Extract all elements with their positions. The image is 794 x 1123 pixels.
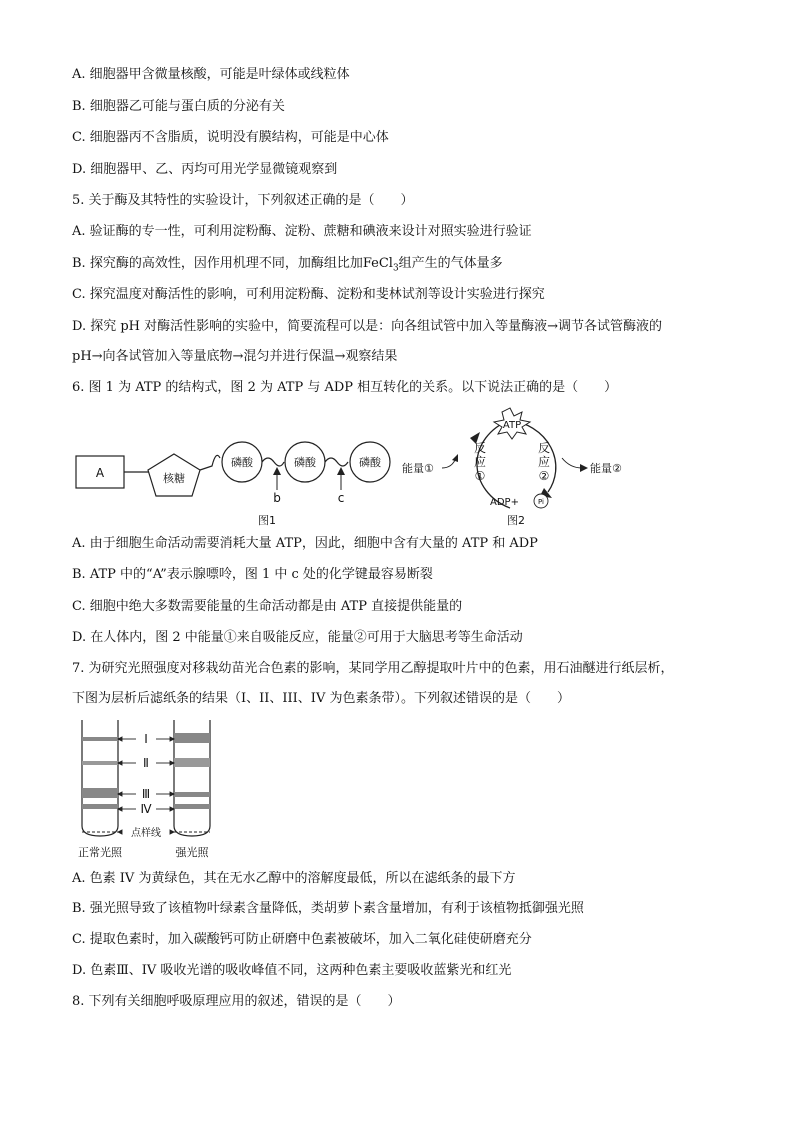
q7-option-b: B. 强光照导致了该植物叶绿素含量降低，类胡萝卜素含量增加，有利于该植物抵御强光照 <box>72 901 584 916</box>
q7-option-d: D. 色素Ⅲ、IV 吸收光谱的吸收峰值不同，这两种色素主要吸收蓝紫光和红光 <box>72 963 512 978</box>
q5-option-b-post: 组产生的气体量多 <box>398 256 503 271</box>
q6-option-a: A. 由于细胞生命活动需要消耗大量 ATP，因此，细胞中含有大量的 ATP 和 ADP <box>72 536 538 551</box>
atp-adp-cycle-figure <box>400 402 640 532</box>
adenine-label: A <box>95 466 105 480</box>
energy1-label: 能量① <box>402 462 434 475</box>
energy2-label: 能量② <box>590 462 622 475</box>
q4-option-d: D. 细胞器甲、乙、丙均可用光学显微镜观察到 <box>72 162 338 177</box>
q4-option-b: B. 细胞器乙可能与蛋白质的分泌有关 <box>72 99 285 114</box>
q5-option-c: C. 探究温度对酶活性的影响，可利用淀粉酶、淀粉和斐林试剂等设计实验进行探究 <box>72 287 545 302</box>
atp-structure-figure <box>70 430 410 530</box>
strong-light-caption: 强光照 <box>175 846 209 859</box>
chromatography-figure <box>74 716 224 864</box>
figure2-caption: 图2 <box>507 514 525 527</box>
reaction1-char2: 应 <box>473 455 487 469</box>
reaction2-char2: 应 <box>537 455 551 469</box>
band-iii-label: Ⅲ <box>141 787 151 801</box>
q5-option-b <box>72 255 503 278</box>
q6-option-d: D. 在人体内，图 2 中能量①来自吸能反应，能量②可用于大脑思考等生命活动 <box>72 630 523 645</box>
q5-option-d-line1: D. 探究 pH 对酶活性影响的实验中，简要流程可以是：向各组试管中加入等量酶液→调节各试管酶液的 <box>72 319 663 334</box>
reaction2-char3: ② <box>538 469 550 483</box>
adp-label: ADP+ <box>490 497 519 508</box>
q5-option-a: A. 验证酶的专一性，可利用淀粉酶、淀粉、蔗糖和碘液来设计对照实验进行验证 <box>72 224 532 239</box>
atp-label: ATP <box>502 420 522 431</box>
q8-stem: 8. 下列有关细胞呼吸原理应用的叙述，错误的是（ ） <box>72 994 401 1009</box>
q4-option-c: C. 细胞器丙不含脂质，说明没有膜结构，可能是中心体 <box>72 130 389 145</box>
q5-option-d-line2: pH→向各试管加入等量底物→混匀并进行保温→观察结果 <box>72 349 398 364</box>
pi-label: Pi <box>537 498 545 506</box>
bond-c-label: c <box>337 491 345 505</box>
figure1-caption: 图1 <box>258 514 276 527</box>
band-i-label: Ⅰ <box>144 732 148 746</box>
q7-stem-line1: 7. 为研究光照强度对移栽幼苗光合色素的影响，某同学用乙醇提取叶片中的色素，用石油醚进行纸层析， <box>72 661 674 676</box>
ribose-label: 核糖 <box>163 472 185 485</box>
origin-line-label: 点样线 <box>131 828 161 839</box>
fecl3-formula: FeCl$_3$ <box>362 256 399 274</box>
q6-option-b: B. ATP 中的“A”表示腺嘌呤，图 1 中 c 处的化学键最容易断裂 <box>72 567 433 582</box>
q7-option-a: A. 色素 IV 为黄绿色，其在无水乙醇中的溶解度最低，所以在滤纸条的最下方 <box>72 871 516 886</box>
q7-stem-line2: 下图为层析后滤纸条的结果（I、II、III、IV 为色素条带）。下列叙述错误的是（ ） <box>72 691 570 706</box>
q4-option-a: A. 细胞器甲含微量核酸，可能是叶绿体或线粒体 <box>72 67 350 82</box>
reaction1-char1: 反 <box>473 441 487 455</box>
q5-option-b-pre: B. 探究酶的高效性，因作用机理不同，加酶组比加 <box>72 256 363 271</box>
band-ii-label: Ⅱ <box>143 756 149 770</box>
reaction2-char1: 反 <box>537 441 551 455</box>
phosphate-2-label: 磷酸 <box>294 456 316 469</box>
band-iv-label: Ⅳ <box>140 802 152 816</box>
reaction1-char3: ① <box>474 469 486 483</box>
bond-b-label: b <box>273 491 281 505</box>
phosphate-1-label: 磷酸 <box>231 456 253 469</box>
q6-stem: 6. 图 1 为 ATP 的结构式，图 2 为 ATP 与 ADP 相互转化的关系。以下说法正确的是（ ） <box>72 380 618 395</box>
q6-option-c: C. 细胞中绝大多数需要能量的生命活动都是由 ATP 直接提供能量的 <box>72 599 463 614</box>
normal-light-caption: 正常光照 <box>78 846 122 859</box>
q7-option-c: C. 提取色素时，加入碳酸钙可防止研磨中色素被破坏，加入二氧化硅使研磨充分 <box>72 932 532 947</box>
q5-stem: 5. 关于酶及其特性的实验设计，下列叙述正确的是（ ） <box>72 193 414 208</box>
phosphate-3-label: 磷酸 <box>359 456 381 469</box>
